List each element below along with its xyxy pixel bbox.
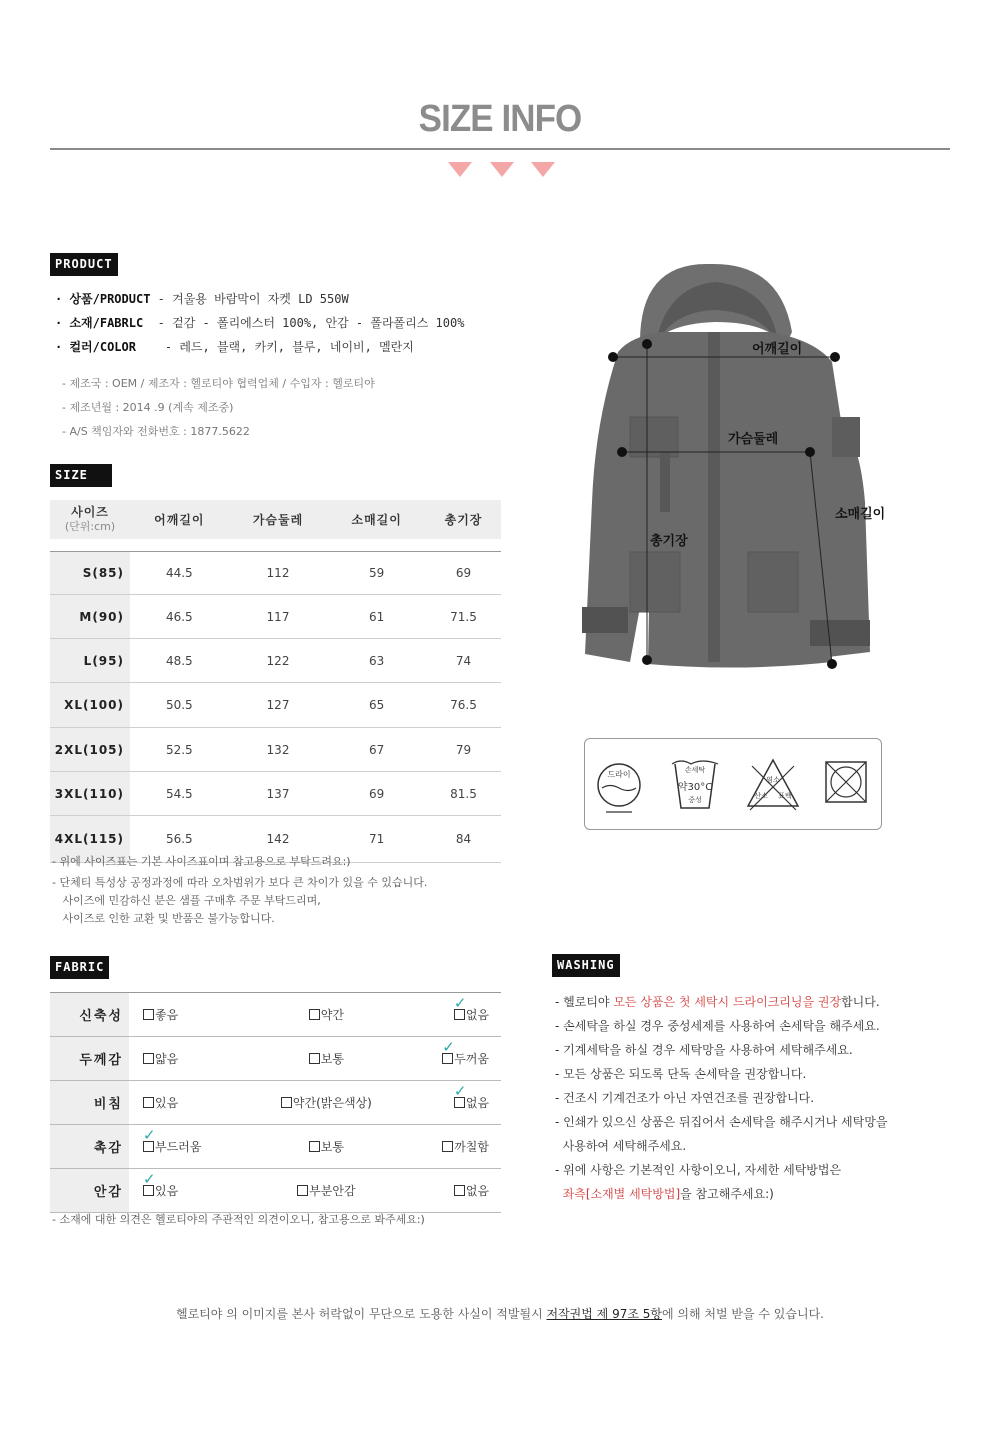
size-header-cell: 사이즈 (단위:cm)	[50, 500, 130, 539]
chest-zip	[660, 452, 670, 512]
product-tag: PRODUCT	[50, 253, 118, 276]
size-value: 117	[229, 595, 328, 639]
option-label: 없음	[465, 1008, 489, 1022]
size-row	[50, 772, 501, 816]
column-header: 가슴둘레	[229, 500, 328, 539]
chest-label: 가슴둘레	[728, 432, 779, 447]
size-label: 3XL(110)	[50, 772, 130, 816]
fabric-option-cell	[129, 1081, 250, 1125]
care-symbols	[592, 752, 874, 818]
size-note: 사이즈에 민감하신 분은 샘플 구매후 주문 부탁드리며,	[52, 894, 321, 907]
size-value: 76.5	[426, 683, 501, 728]
fabric-attribute: 비침	[50, 1081, 129, 1125]
fabric-option-cell	[403, 1125, 501, 1169]
wash-line: 사용하여 세탁해주세요.	[555, 1139, 687, 1153]
fabric-option-cell	[403, 1037, 501, 1081]
wash-line: - 기계세탁을 하실 경우 세탁망을 사용하여 세탁해주세요.	[555, 1043, 853, 1057]
wash-line: - 헬로티야 모든 상품은 첫 세탁시 드라이크리닝을 권장합니다.	[555, 995, 880, 1009]
down-triangle-icon	[448, 162, 472, 177]
size-tag: SIZE	[50, 464, 112, 487]
checkbox-icon[interactable]	[309, 1009, 320, 1020]
checkbox-icon[interactable]	[442, 1141, 453, 1152]
checkbox-icon[interactable]	[309, 1141, 320, 1152]
size-value: 52.5	[130, 728, 229, 772]
size-label: 2XL(105)	[50, 728, 130, 772]
size-label: XL(100)	[50, 683, 130, 728]
color-line: · 컬러/COLOR - 레드, 블랙, 카키, 블루, 네이비, 멜란지	[55, 340, 414, 354]
dry-text: 드라이	[607, 770, 631, 779]
maker-info: - 제조국 : OEM / 제조자 : 헬로티야 협력업체 / 수입자 : 헬로티야	[62, 377, 375, 390]
fabric-option[interactable]	[143, 1126, 202, 1155]
size-value: 54.5	[130, 772, 229, 816]
size-label: M(90)	[50, 595, 130, 639]
checkbox-icon[interactable]	[143, 1053, 154, 1064]
fabric-option-cell	[250, 993, 402, 1037]
copyright-notice: 헬로티야 의 이미지를 본사 허락없이 무단으로 도용한 사실이 적발될시 저작권법 제 97조 5항에 의해 처벌 받을 수 있습니다.	[175, 1307, 824, 1321]
bleach-text: 염소	[766, 776, 780, 784]
fabric-option-cell	[403, 993, 501, 1037]
oxygen-text: 산소	[754, 792, 768, 800]
date-info: - 제조년월 : 2014 .9 (계속 제조중)	[62, 401, 234, 414]
checkbox-icon[interactable]	[309, 1053, 320, 1064]
fabric-option-cell	[250, 1125, 402, 1169]
fabric-option[interactable]	[454, 1182, 489, 1199]
fabric-option-cell	[129, 1125, 250, 1169]
size-table-header	[50, 500, 501, 539]
title-divider	[50, 148, 950, 150]
fabric-option[interactable]	[143, 1006, 178, 1023]
fabric-option-cell	[250, 1037, 402, 1081]
size-note: - 단체티 특성상 공정과정에 따라 오차범위가 보다 큰 차이가 있을 수 있습니다.	[52, 876, 428, 889]
checkmark-icon: ✓	[143, 1170, 156, 1188]
measure-point	[805, 447, 815, 457]
size-label: L(95)	[50, 639, 130, 683]
size-value: 79	[426, 728, 501, 772]
size-value: 112	[229, 552, 328, 595]
down-triangle-icon	[531, 162, 555, 177]
size-label: 4XL(115)	[50, 816, 130, 863]
option-label: 있음	[155, 1096, 179, 1110]
size-value: 65	[327, 683, 426, 728]
size-value: 50.5	[130, 683, 229, 728]
fabric-attribute: 신축성	[50, 993, 129, 1037]
size-value: 71.5	[426, 595, 501, 639]
checkbox-icon[interactable]	[281, 1097, 292, 1108]
measure-point	[642, 339, 652, 349]
size-row	[50, 595, 501, 639]
option-label: 없음	[465, 1184, 489, 1198]
size-value: 61	[327, 595, 426, 639]
size-value: 67	[327, 728, 426, 772]
checkbox-icon[interactable]	[143, 1097, 154, 1108]
fabric-attribute: 촉감	[50, 1125, 129, 1169]
option-label: 보통	[320, 1052, 344, 1066]
chest-pocket	[630, 417, 678, 457]
lower-pocket-left	[630, 552, 680, 612]
washing-tag: WASHING	[552, 954, 620, 977]
checkbox-icon[interactable]	[143, 1009, 154, 1020]
fabric-option-cell	[403, 1081, 501, 1125]
size-row	[50, 683, 501, 728]
wash-line: - 건조시 기계건조가 아닌 자연건조를 권장합니다.	[555, 1091, 815, 1105]
law-link: 저작권법 제 97조 5항	[546, 1307, 662, 1321]
fabric-option-cell	[129, 993, 250, 1037]
fabric-option[interactable]	[453, 994, 489, 1023]
wash-line: - 손세탁을 하실 경우 중성세제를 사용하여 손세탁을 해주세요.	[555, 1019, 880, 1033]
option-label: 보통	[320, 1140, 344, 1154]
size-value: 74	[426, 639, 501, 683]
size-value: 48.5	[130, 639, 229, 683]
size-value: 84	[426, 816, 501, 863]
size-value: 63	[327, 639, 426, 683]
wash-line: - 위에 사항은 기본적인 사항이오니, 자세한 세탁방법은	[555, 1163, 842, 1177]
page-title: SIZE INFO	[418, 98, 582, 140]
dry-clean-icon	[598, 764, 640, 812]
option-label: 까칠함	[454, 1140, 489, 1154]
fabric-option-cell	[129, 1037, 250, 1081]
size-row	[50, 639, 501, 683]
size-value: 142	[229, 816, 328, 863]
size-value: 137	[229, 772, 328, 816]
size-table	[50, 500, 501, 863]
fabric-line: · 소재/FABRLC - 겉감 - 폴리에스터 100%, 안감 - 폴라폴리스 100%	[55, 316, 465, 330]
cuff-right	[810, 620, 870, 646]
fabric-option[interactable]	[281, 1094, 372, 1111]
size-label: S(85)	[50, 552, 130, 595]
fabric-option[interactable]	[297, 1182, 355, 1199]
checkmark-icon: ✓	[453, 1082, 467, 1100]
fabric-option[interactable]	[143, 1094, 178, 1111]
size-value: 122	[229, 639, 328, 683]
size-value: 132	[229, 728, 328, 772]
fabric-row	[50, 1037, 501, 1081]
size-value: 69	[327, 772, 426, 816]
lower-pocket-right	[748, 552, 798, 612]
hand-wash-icon	[672, 761, 718, 808]
option-label: 두꺼움	[454, 1052, 489, 1066]
hand-text: 손세탁	[684, 766, 706, 774]
option-label: 부드러움	[155, 1140, 202, 1154]
fabric-option-cell	[129, 1169, 250, 1213]
zipper-placket	[708, 332, 720, 662]
fabric-attribute: 안감	[50, 1169, 129, 1213]
fabric-option[interactable]	[309, 1138, 344, 1155]
option-label: 부분안감	[309, 1184, 356, 1198]
sleeve-pocket	[832, 417, 860, 457]
size-value: 81.5	[426, 772, 501, 816]
size-value: 59	[327, 552, 426, 595]
cuff-left	[582, 607, 628, 633]
column-header: 총기장	[426, 500, 501, 539]
fabric-option-cell	[403, 1169, 501, 1213]
size-value: 69	[426, 552, 501, 595]
measure-point	[617, 447, 627, 457]
fabric-option[interactable]	[453, 1082, 489, 1111]
sleeve-label: 소매길이	[835, 507, 886, 522]
wash-line: - 모든 상품은 되도록 단독 손세탁을 권장합니다.	[555, 1067, 807, 1081]
shoulder-label: 어깨길이	[752, 342, 803, 357]
fabric-option[interactable]	[442, 1138, 489, 1155]
fabric-option[interactable]	[309, 1006, 344, 1023]
fabric-table	[50, 992, 501, 1213]
fabric-option[interactable]	[143, 1050, 178, 1067]
size-note: 사이즈로 인한 교환 및 반품은 불가능합니다.	[52, 912, 275, 925]
option-label: 약간	[320, 1008, 344, 1022]
size-value: 46.5	[130, 595, 229, 639]
temp-text: 약30°C	[677, 782, 713, 793]
down-triangle-icon	[490, 162, 514, 177]
checkmark-icon: ✓	[143, 1126, 156, 1144]
no-bleach-icon	[748, 760, 798, 810]
size-row	[50, 552, 501, 595]
fabric-attribute: 두께감	[50, 1037, 129, 1081]
fabric-option-cell	[250, 1169, 402, 1213]
size-value: 44.5	[130, 552, 229, 595]
as-info: - A/S 책임자와 전화번호 : 1877.5622	[62, 425, 250, 438]
fabric-row	[50, 993, 501, 1037]
jacket-illustration	[570, 252, 900, 697]
bleach2-text: 표백	[778, 792, 792, 800]
fabric-option[interactable]	[143, 1170, 179, 1199]
fabric-tag: FABRIC	[50, 956, 109, 979]
product-line: · 상품/PRODUCT - 겨울용 바람막이 자켓 LD 550W	[55, 292, 349, 306]
measure-point	[642, 655, 652, 665]
option-label: 있음	[155, 1184, 179, 1198]
fabric-option[interactable]	[442, 1038, 489, 1067]
checkbox-icon[interactable]	[297, 1185, 308, 1196]
fabric-row	[50, 1169, 501, 1213]
size-value: 56.5	[130, 816, 229, 863]
size-value: 71	[327, 816, 426, 863]
measure-point	[830, 352, 840, 362]
option-label: 좋음	[155, 1008, 179, 1022]
measure-point	[608, 352, 618, 362]
checkbox-icon[interactable]	[454, 1185, 465, 1196]
wash-line: 좌측[소재별 세탁방법]을 참고해주세요:)	[555, 1187, 774, 1201]
wash-line: - 인쇄가 있으신 상품은 뒤집어서 손세탁을 해주시거나 세탁망을	[555, 1115, 888, 1129]
checkmark-icon: ✓	[442, 1038, 455, 1056]
neutral-text: 중성	[688, 796, 702, 804]
fabric-option[interactable]	[309, 1050, 344, 1067]
size-row	[50, 728, 501, 772]
no-tumble-dry-icon	[826, 762, 866, 802]
fabric-note: - 소재에 대한 의견은 헬로티야의 주관적인 의견이오니, 참고용으로 봐주세요:)	[52, 1213, 425, 1226]
option-label: 얇음	[155, 1052, 179, 1066]
size-value: 127	[229, 683, 328, 728]
fabric-row	[50, 1081, 501, 1125]
length-label: 총기장	[650, 534, 688, 549]
column-header: 소매길이	[327, 500, 426, 539]
fabric-row	[50, 1125, 501, 1169]
measure-point	[827, 659, 837, 669]
option-label: 약간(밝은색상)	[292, 1096, 372, 1110]
option-label: 없음	[465, 1096, 489, 1110]
checkmark-icon: ✓	[453, 994, 467, 1012]
size-note: - 위에 사이즈표는 기본 사이즈표이며 참고용으로 부탁드려요:)	[52, 855, 351, 868]
fabric-option-cell	[250, 1081, 402, 1125]
column-header: 어깨길이	[130, 500, 229, 539]
